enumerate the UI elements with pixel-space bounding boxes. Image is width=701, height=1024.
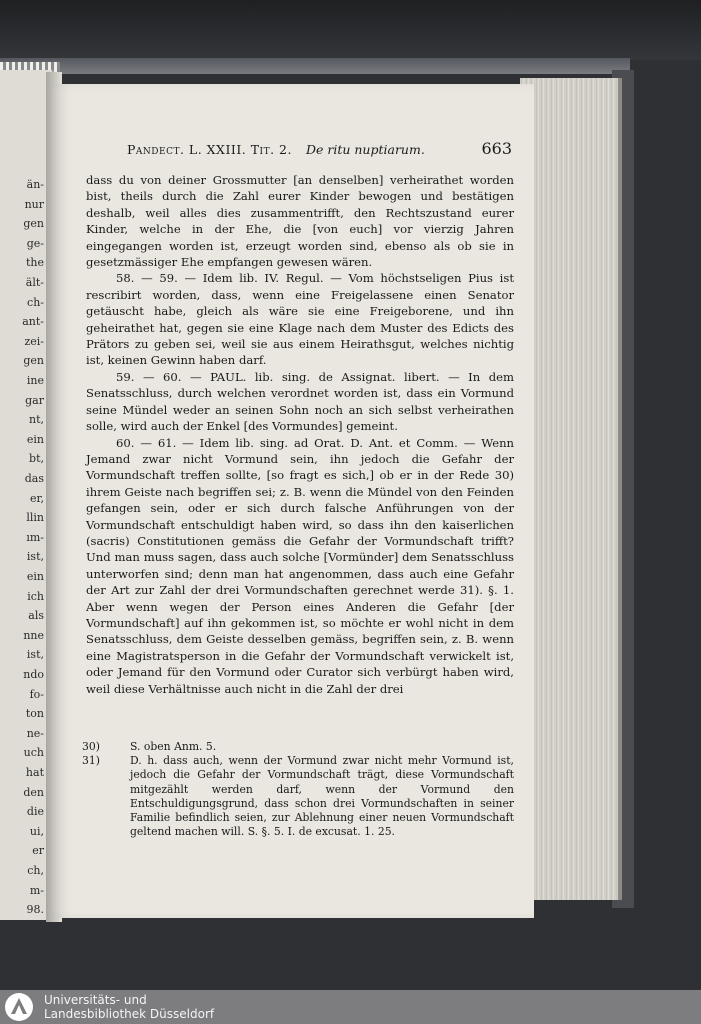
page-header [127, 139, 512, 158]
left-margin-fragment: nne [23, 628, 44, 642]
library-name [44, 993, 214, 1021]
left-margin-fragment: bt, [29, 452, 44, 466]
body-text [86, 172, 514, 697]
left-margin-fragment: er [32, 844, 44, 858]
page-edges [520, 78, 622, 900]
left-margin-fragment: ge- [26, 236, 44, 250]
left-margin-fragment: ist, [26, 648, 44, 662]
left-margin-fragment: ich [27, 589, 44, 603]
left-margin-fragment: er, [29, 491, 44, 505]
page-number: 663 [481, 139, 512, 158]
paragraph: 58. — 59. — Idem lib. IV. Regul. — Vom höchstseligen Pius ist rescribirt worden, dass, wenn eine Freigelassene einen Senator getäuscht habe, gleich als wäre sie eine Freigeborene, und ihn geheirathet hat, gegen sie eine Klage nach dem Muster des Edicts des Prätors zu geben sei, weil sie aus einem Heirathsgut, welches nichtig ist, keinen Gewinn haben darf. [86, 271, 514, 368]
left-margin-fragment: gen [23, 354, 44, 368]
footnote-label: 30) [82, 740, 100, 753]
left-margin-fragment: gar [25, 393, 44, 407]
footnote-text: D. h. dass auch, wenn der Vormund zwar nicht mehr Vormund ist, jedoch die Gefahr der Vormundschaft trägt, diese Vormundschaft mitgezählt werden darf, wenn der Vormund den Entschuldigungsgrund, dass schon drei Vormundschaften in seiner Familie befindlich seien, zur Ablehnung einer neuen Vormundschaft geltend machen will. S. §. 5. I. de excusat. 1. 25. [130, 754, 514, 839]
footnote-label: 31) [82, 754, 100, 768]
left-margin-fragment: ein [26, 570, 44, 583]
footnotes [82, 740, 514, 839]
library-line-2: Landesbibliothek Düsseldorf [44, 1007, 215, 1021]
paragraph: 59. — 60. — PAUL. lib. sing. de Assignat. libert. — In dem Senatsschluss, durch welchen verordnet worden ist, dass ein Vormund seine Mündel weder an seinen Sohn noch an sich selbst verheirathen solle, wird auch der Enkel [des Vormundes] gemeint. [86, 369, 514, 434]
left-margin-fragment: fo- [29, 687, 44, 701]
left-margin-fragment: den [23, 785, 44, 799]
left-margin-fragment: zei- [24, 334, 44, 348]
ulb-logo-icon [4, 992, 34, 1022]
left-margin-fragment: ch- [27, 295, 44, 309]
left-margin-fragment: ine [26, 374, 44, 387]
paragraph: dass du von deiner Grossmutter [an denselben] verheirathet worden bist, theils durch die Zahl eurer Kinder bewogen und bestätigen deshalb, weil alles dies zusammentrifft, den Rechtszustand eurer Kinder, welche in der Ehe, die [von euch] vor vierzig Jahren eingegangen worden ist, erzeugt worden sind, ebenso als ob sie in gesetzmässiger Ehe empfangen gewesen wären. [86, 173, 514, 270]
left-margin-fragment: ne- [26, 726, 44, 740]
left-margin-fragment: ch, [27, 864, 44, 877]
footnote-text: S. oben Anm. 5. [130, 740, 217, 753]
footer-bar [0, 990, 701, 1024]
left-margin-fragment: ton [25, 707, 44, 721]
right-page [52, 84, 534, 918]
left-margin-fragment: uch [23, 746, 44, 760]
left-margin-fragment: ist, [26, 550, 44, 564]
left-margin-fragment: die [26, 805, 44, 819]
left-margin-fragment: än- [26, 178, 44, 191]
left-margin-fragment: nur [24, 197, 44, 211]
section-title: De ritu nuptiarum. [305, 142, 425, 157]
left-margin-fragment: llin [26, 511, 44, 525]
left-margin-fragment: 98. [26, 903, 44, 917]
left-margin-fragment: ein [26, 432, 44, 446]
paragraph: 60. — 61. — Idem lib. sing. ad Orat. D. Ant. et Comm. — Wenn Jemand zwar nicht Vormund sein, ihn jedoch die Gefahr der Vormundschaft treffen sollte, [so fragt es sich,] ob er in der Rede 30) ihrem Geiste nach begriffen sei; z. B. wenn die Mündel von den Feinden gefangen sein, oder er sich durch falsche Anführungen von der Vormundschaft entschuldigt haben wird, so dass ihn den kaiserlichen (sacris) Constitutionen gemäss die Gefahr der Vormundschaft trifft? Und man muss sagen, dass auch solche [Vormünder] dem Senatsschluss unterworfen sind; denn man hat angenommen, dass auch eine Gefahr der Art zur Zahl der drei Vormundschaften gerechnet werde 31). §. 1. Aber wenn wegen der Person eines Anderen die Gefahr [der Vormundschaft] auf ihn gekommen ist, so möchte er wohl nicht in dem Senatsschluss, dem Geiste desselben gemäss, begriffen sein, z. B. wenn eine Magistratsperson in die Gefahr der Vormundschaft verwickelt ist, oder Jemand für den Vormund oder Curator sich verbürgt haben wird, weil diese Verhältnisse auch nicht in die Zahl der drei [86, 435, 514, 696]
left-margin-fragment: das [24, 472, 44, 485]
running-title: Pandect. L. XXIII. Tit. 2. [127, 142, 292, 157]
footnote [82, 754, 514, 839]
left-margin-fragment: m- [29, 883, 44, 897]
library-line-1: Universitäts- und [44, 993, 147, 1007]
left-margin-fragment: gen [23, 217, 44, 231]
left-margin-fragment: ant- [22, 315, 44, 329]
left-margin-fragment: ndo [23, 668, 44, 681]
left-margin-fragment: ım- [26, 530, 44, 544]
left-margin-fragment: ui, [29, 824, 44, 838]
left-margin-fragment: hat [25, 766, 44, 779]
book-cover-top [0, 58, 630, 74]
left-margin-fragment: ält- [25, 276, 44, 289]
left-margin-fragment: nt, [28, 413, 44, 427]
background-shadow [0, 0, 701, 60]
left-margin-fragment: als [28, 609, 44, 623]
footnote [82, 740, 514, 754]
left-margin-fragment: the [25, 256, 44, 270]
